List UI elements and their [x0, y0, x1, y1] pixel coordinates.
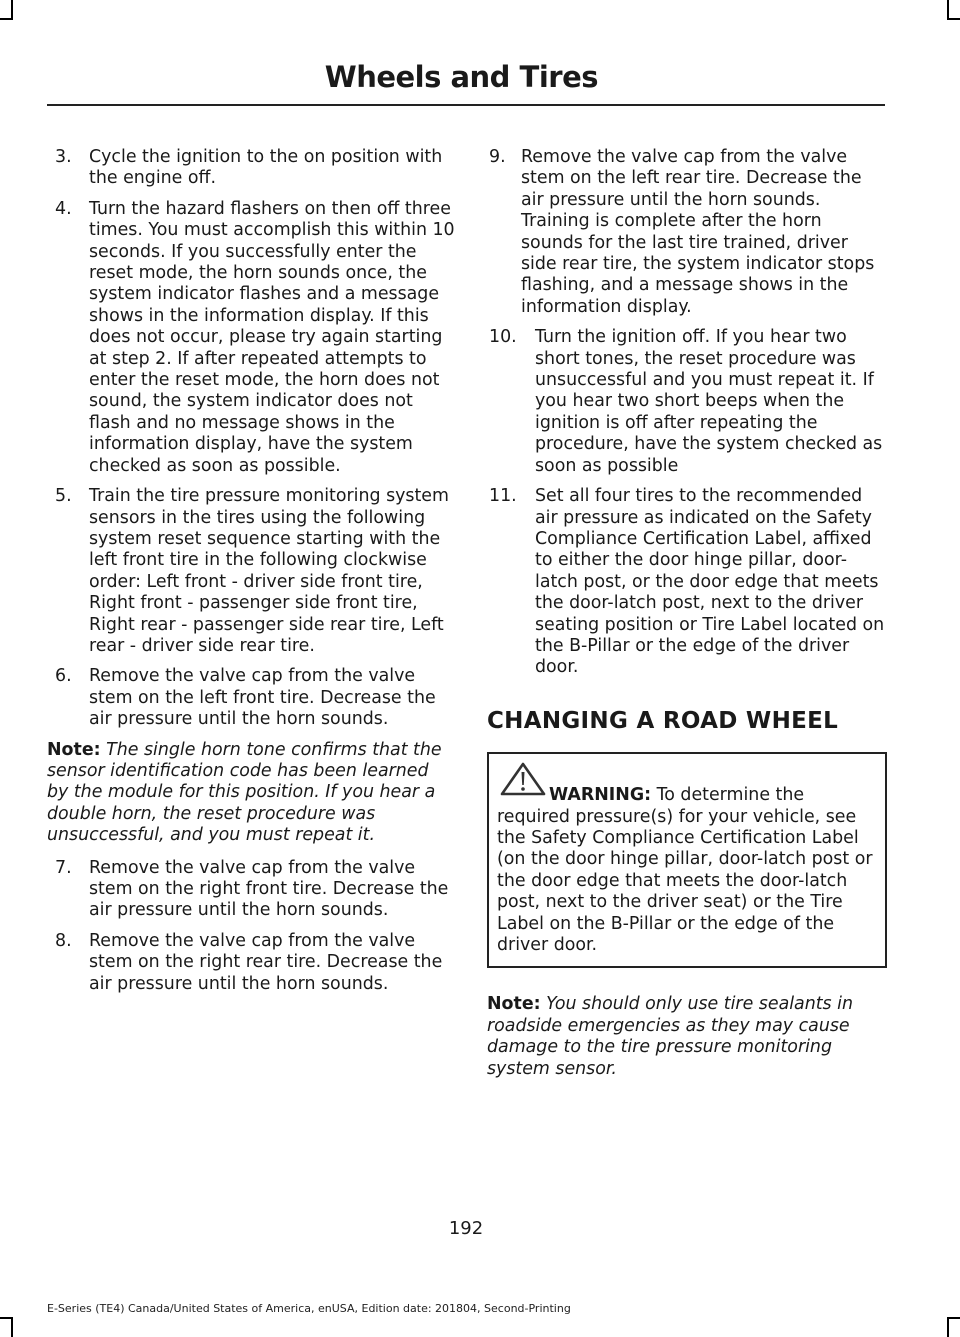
step-text: Remove the valve cap from the valve stem on the left front tire. Decrease the air pressure until the horn sounds.: [89, 666, 436, 730]
warning-label: WARNING:: [549, 785, 652, 806]
step-number: 11.: [489, 486, 517, 507]
left-column: [47, 147, 455, 1004]
step-item: [487, 327, 887, 477]
step-number: 8.: [55, 930, 72, 951]
note-label: Note:: [487, 994, 541, 1015]
crop-mark-bottom-left: [0, 1317, 13, 1319]
note-block: [47, 740, 455, 847]
crop-mark-top-left: [0, 18, 13, 20]
crop-mark-top-left: [11, 0, 13, 20]
right-column: [487, 147, 887, 1091]
step-text: Turn the hazard flashers on then off three times. You must accomplish this within 10 seconds. If you successfully enter the reset mode, the horn sounds once, the system indicator flashes and a message shows in the information display. If this does not occur, please try again starting at step 2. If after repeated attempts to enter the reset mode, the horn does not sound, the system indicator does not flash and no message shows in the information display, have the system checked as soon as possible.: [89, 198, 455, 476]
crop-mark-bottom-right: [947, 1317, 960, 1319]
step-item: [47, 147, 455, 190]
warning-box: [487, 752, 887, 968]
footer-edition: E-Series (TE4) Canada/United States of America, enUSA, Edition date: 201804, Second-Printing: [47, 1302, 571, 1315]
note-block: [487, 994, 887, 1080]
step-number: 4.: [55, 198, 72, 219]
step-item: [487, 147, 887, 318]
step-number: 5.: [55, 486, 72, 507]
step-number: 7.: [55, 857, 72, 878]
step-item: [47, 486, 455, 657]
step-text: Train the tire pressure monitoring system sensors in the tires using the following system reset sequence starting with the left front tire in the following clockwise order: Left front - driver side front tire, Right front - passenger side front tire, Right rear - passenger side rear tire, Left rear - driver side rear tire.: [89, 486, 449, 656]
page-number: 192: [448, 1218, 484, 1239]
step-number: 9.: [489, 147, 506, 167]
step-item: [487, 486, 887, 679]
warning-text: To determine the required pressure(s) for your vehicle, see the Safety Compliance Certification Label (on the door hinge pillar, door-latch post or the door edge that meets the door-latch post, next to the driver seat) or the Tire Label on the B-Pillar or the edge of the driver door.: [497, 785, 873, 955]
note-label: Note:: [47, 739, 101, 760]
step-item: [47, 666, 455, 730]
step-number: 6.: [55, 666, 72, 687]
header-divider: [47, 104, 885, 106]
step-item: [47, 858, 455, 922]
step-text: Cycle the ignition to the on position with the engine off.: [89, 147, 443, 189]
step-text: Remove the valve cap from the valve stem on the right rear tire. Decrease the air pressure until the horn sounds.: [89, 930, 443, 994]
step-number: 10.: [489, 327, 517, 348]
step-text: Remove the valve cap from the valve stem on the right front tire. Decrease the air pressure until the horn sounds.: [89, 857, 449, 921]
step-item: [47, 199, 455, 477]
step-text: Turn the ignition off. If you hear two short tones, the reset procedure was unsuccessful and you must repeat it. If you hear two short beeps when the ignition is off after repeating the procedure, have the system checked as soon as possible: [535, 327, 883, 476]
section-heading: CHANGING A ROAD WHEEL: [487, 707, 839, 734]
step-text: Remove the valve cap from the valve stem on the left rear tire. Decrease the air pressure until the horn sounds. Training is complete after the horn sounds for the last tire trained, driver side rear tire, the system indicator stops flashing, and a message shows in the information display.: [521, 147, 875, 317]
crop-mark-top-right: [947, 0, 949, 20]
warning-text-block: [497, 785, 877, 956]
page-title: Wheels and Tires: [324, 60, 598, 94]
note-text: You should only use tire sealants in roadside emergencies as they may cause damage to the tire pressure monitoring system sensor.: [487, 994, 853, 1079]
step-text: Set all four tires to the recommended air pressure as indicated on the Safety Compliance Certification Label, affixed to either the door hinge pillar, door-latch post, or the door edge that meets the door-latch post, next to the driver seating position or Tire Label located on the B-Pillar or the edge of the driver door.: [535, 486, 885, 678]
crop-mark-bottom-right: [947, 1317, 949, 1337]
crop-mark-bottom-left: [11, 1317, 13, 1337]
crop-mark-top-right: [947, 18, 960, 20]
step-item: [47, 931, 455, 995]
note-text: The single horn tone confirms that the sensor identification code has been learned by the module for this position. If you hear a double horn, the reset procedure was unsuccessful, and you must repeat it.: [47, 739, 442, 846]
warning-triangle-icon: [499, 761, 547, 803]
step-number: 3.: [55, 147, 72, 167]
